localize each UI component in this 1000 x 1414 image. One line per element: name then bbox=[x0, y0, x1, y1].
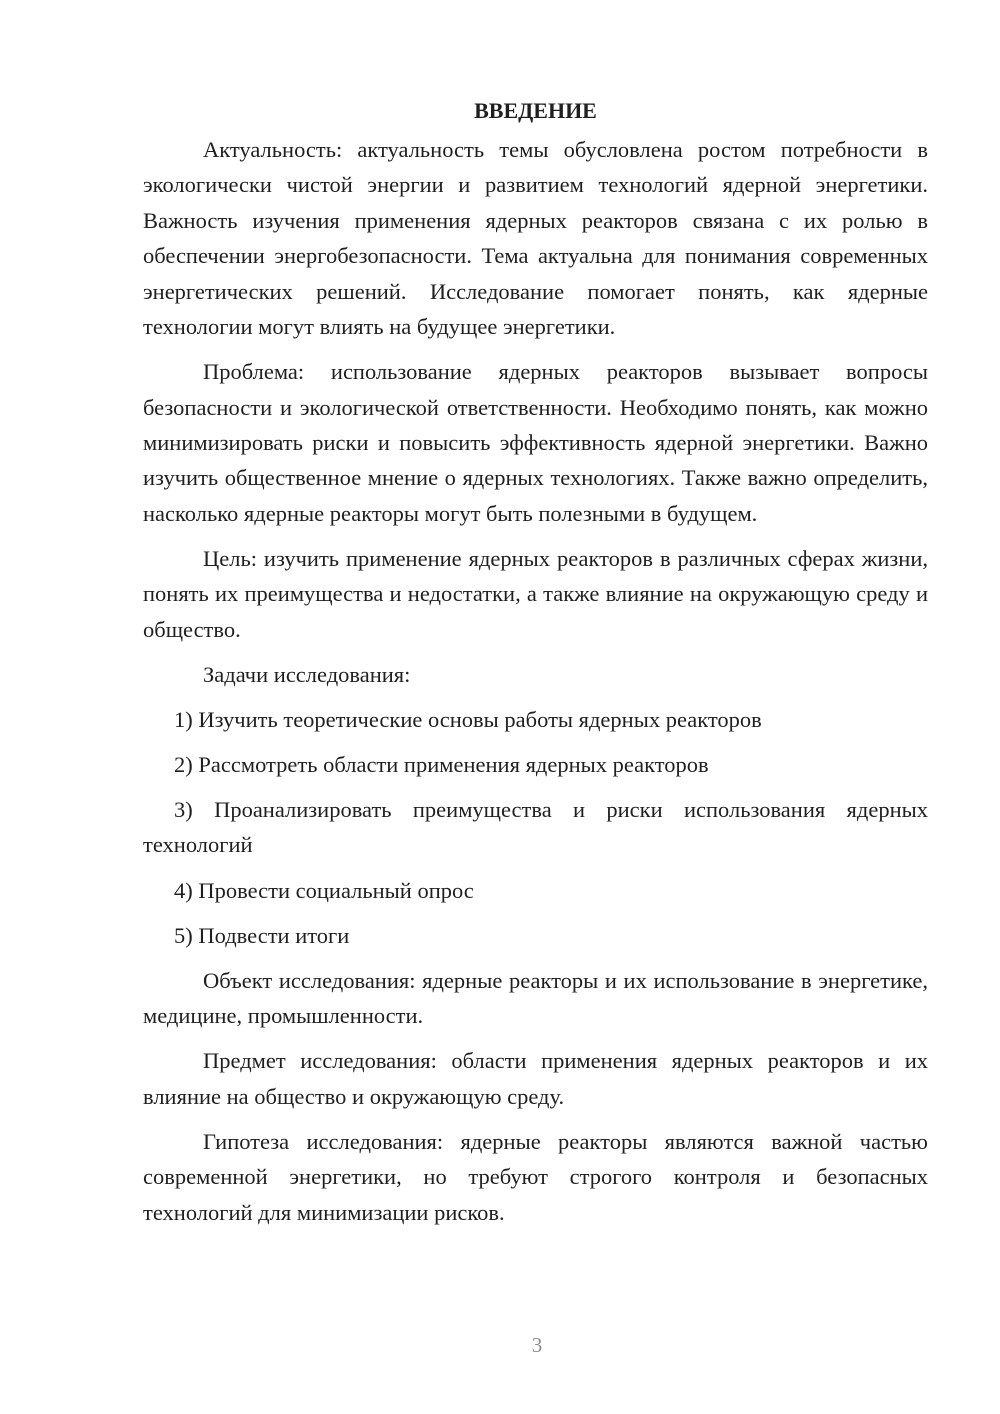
task-item-3: 3) Проанализировать преимущества и риски использования ядерных технологий bbox=[143, 797, 928, 858]
paragraph-goal: Цель: изучить применение ядерных реакторов в различных сферах жизни, понять их преимущества и недостатки, а также влияние на окружающую среду и общество. bbox=[143, 545, 928, 642]
paragraph-problem: Проблема: использование ядерных реакторов вызывает вопросы безопасности и экологической ответственности. Необходимо понять, как можно минимизировать риски и повысить эффективность ядерной энергетики. Важно изучить общественное мнение о ядерных технологиях. Также важно определить, насколько ядерные реакторы могут быть полезными в будущем. bbox=[143, 359, 928, 526]
paragraph-relevance: Актуальность: актуальность темы обусловлена ростом потребности в экологически чистой энергии и развитием технологий ядерной энергетики. Важность изучения применения ядерных реакторов связана с их ролью в обеспечении энергобезопасности. Тема актуальна для понимания современных энергетических решений. Исследование помогает понять, как ядерные технологии могут влиять на будущее энергетики. bbox=[143, 137, 928, 340]
paragraph-subject: Предмет исследования: области применения ядерных реакторов и их влияние на общество и окружающую среду. bbox=[143, 1048, 928, 1109]
page-number: 3 bbox=[531, 1333, 543, 1357]
task-item-4: 4) Провести социальный опрос bbox=[174, 877, 474, 903]
tasks-heading: Задачи исследования: bbox=[203, 661, 411, 687]
task-item-1: 1) Изучить теоретические основы работы ядерных реакторов bbox=[174, 706, 762, 732]
page-body bbox=[143, 96, 928, 1240]
section-title: ВВЕДЕНИЕ bbox=[474, 98, 597, 123]
paragraph-hypothesis: Гипотеза исследования: ядерные реакторы являются важной частью современной энергетики, но требуют строгого контроля и безопасных технологий для минимизации рисков. bbox=[143, 1128, 928, 1225]
task-item-5: 5) Подвести итоги bbox=[174, 922, 350, 948]
task-item-2: 2) Рассмотреть области применения ядерных реакторов bbox=[174, 751, 709, 777]
paragraph-object: Объект исследования: ядерные реакторы и их использование в энергетике, медицине, промышленности. bbox=[143, 967, 928, 1029]
